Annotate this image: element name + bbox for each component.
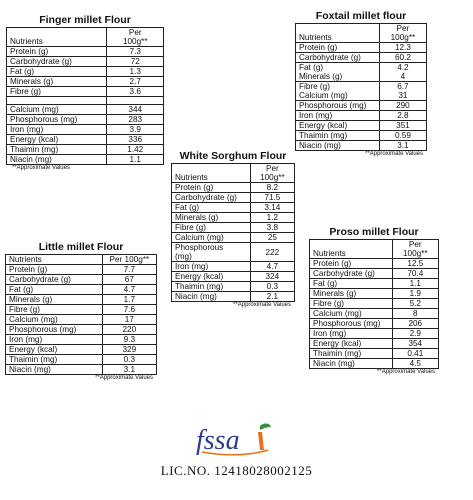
table-row <box>296 111 427 121</box>
nutrient-label: Minerals (g) <box>310 289 393 299</box>
foxtail-millet-panel <box>295 10 427 158</box>
white-sorghum-panel <box>171 150 295 309</box>
nutrient-value: 283 <box>107 115 164 125</box>
nutrient-value: 25 <box>250 233 294 243</box>
nutrient-label: Iron (mg) <box>172 262 251 272</box>
nutrient-label: Fibre (g) <box>6 305 103 315</box>
nutrient-label: Niacin (mg) <box>172 292 251 302</box>
nutrient-value: 5.2 <box>392 299 438 309</box>
nutrient-value: 329 <box>102 345 156 355</box>
nutrient-label: Niacin (mg) <box>6 365 103 375</box>
header-value: Per 100g** <box>102 255 156 265</box>
table-row <box>310 259 439 269</box>
table-row <box>296 53 427 63</box>
nutrient-label: Minerals (g) <box>172 213 251 223</box>
nutrient-value: 60.2 <box>379 53 426 63</box>
nutrient-value: 70.4 <box>392 269 438 279</box>
header-label: Nutrients <box>6 255 103 265</box>
nutrient-label: Energy (kcal) <box>6 345 103 355</box>
nutrient-label: Iron (mg) <box>296 111 380 121</box>
nutrition-table <box>5 254 157 375</box>
nutrition-table <box>171 163 295 302</box>
table-row <box>7 125 164 135</box>
table-row <box>310 289 439 299</box>
table-row <box>296 101 427 111</box>
header-value-line2: 100g** <box>122 37 148 46</box>
nutrient-value: 8 <box>392 309 438 319</box>
nutrient-label: Fibre (g) <box>310 299 393 309</box>
nutrient-value: 3.8 <box>250 223 294 233</box>
nutrient-label: Carbohydrate (g) <box>172 193 251 203</box>
nutrient-value: 72 <box>107 57 164 67</box>
nutrient-label: Phosphorous (mg) <box>296 101 380 111</box>
approximate-note: **Approximate Values <box>377 369 435 375</box>
table-row <box>6 365 157 375</box>
nutrient-label: Carbohydrate (g) <box>296 53 380 63</box>
nutrient-label: Iron (mg) <box>6 335 103 345</box>
nutrient-label: Calcium (mg) <box>7 105 107 115</box>
approximate-note: **Approximate Values <box>95 375 153 381</box>
table-row <box>172 193 295 203</box>
header-value <box>250 164 294 183</box>
table-row <box>7 77 164 87</box>
nutrient-value: 0.41 <box>392 349 438 359</box>
nutrient-value: 0.3 <box>250 282 294 292</box>
nutrient-label: Energy (kcal) <box>172 272 251 282</box>
header-value-line1: Per <box>128 28 142 37</box>
table-row <box>310 269 439 279</box>
nutrient-value: 71.5 <box>250 193 294 203</box>
logo-i-stem <box>258 432 264 450</box>
table-row <box>296 43 427 53</box>
table-row <box>310 339 439 349</box>
nutrient-value: 8.2 <box>250 183 294 193</box>
nutrient-value: 0.3 <box>102 355 156 365</box>
nutrient-value: 7.3 <box>107 47 164 57</box>
nutrition-table <box>295 23 427 151</box>
nutrient-label: Fat (g) <box>7 67 107 77</box>
nutrient-label: Fat (g) Minerals (g) <box>296 63 380 82</box>
table-row <box>7 105 164 115</box>
nutrient-value: 344 <box>107 105 164 115</box>
nutrient-label: Fibre (g) <box>172 223 251 233</box>
table-row <box>6 295 157 305</box>
nutrient-label: Fat (g) <box>6 285 103 295</box>
nutrient-label: Fibre (g) <box>7 87 107 97</box>
nutrient-label: Fat (g) <box>172 203 251 213</box>
panel-title: Proso millet Flour <box>329 226 419 238</box>
header-label: Nutrients <box>7 28 107 47</box>
nutrient-value: 7.6 <box>102 305 156 315</box>
table-header-row <box>310 240 439 259</box>
approximate-note: **Approximate Values <box>233 302 291 308</box>
logo-leaf-icon <box>260 423 271 430</box>
table-row <box>296 82 427 101</box>
nutrient-label: Carbohydrate (g) <box>310 269 393 279</box>
table-row <box>7 135 164 145</box>
nutrient-value: 324 <box>250 272 294 282</box>
nutrient-label: Protein (g) <box>7 47 107 57</box>
table-row <box>310 349 439 359</box>
table-header-row <box>7 28 164 47</box>
nutrient-value: 336 <box>107 135 164 145</box>
table-row <box>172 272 295 282</box>
nutrient-value: 1.9 <box>392 289 438 299</box>
header-value-line2: 100g** <box>260 173 285 182</box>
table-header-row <box>296 24 427 43</box>
nutrient-label: Energy (kcal) <box>296 121 380 131</box>
nutrient-label: Phosphorous (mg) <box>7 115 107 125</box>
table-row <box>7 67 164 77</box>
nutrient-label: Minerals (g) <box>7 77 107 87</box>
table-row <box>296 141 427 151</box>
nutrient-label: Iron (mg) <box>7 125 107 135</box>
table-row <box>172 183 295 193</box>
nutrient-value: 3.1 <box>102 365 156 375</box>
nutrient-value: 4.7 <box>102 285 156 295</box>
table-row <box>7 87 164 97</box>
nutrient-value: 220 <box>102 325 156 335</box>
table-row <box>172 262 295 272</box>
nutrient-label: Protein (g) <box>172 183 251 193</box>
nutrient-value: 2.8 <box>379 111 426 121</box>
nutrient-value: 354 <box>392 339 438 349</box>
panel-title: Little millet Flour <box>38 241 124 253</box>
nutrient-value: 4.7 <box>250 262 294 272</box>
table-row <box>310 329 439 339</box>
nutrient-value: 0.59 <box>379 131 426 141</box>
table-row <box>7 47 164 57</box>
table-row <box>6 265 157 275</box>
panel-title: Finger millet Flour <box>39 14 131 26</box>
nutrient-label: Thaimin (mg) <box>172 282 251 292</box>
table-row <box>310 279 439 289</box>
fssai-logo <box>194 422 276 456</box>
table-row <box>172 223 295 233</box>
header-value <box>107 28 164 47</box>
nutrient-label: Carbohydrate (g) <box>7 57 107 67</box>
nutrient-label: Energy (kcal) <box>7 135 107 145</box>
table-row <box>6 305 157 315</box>
nutrient-label: Thaimin (mg) <box>6 355 103 365</box>
nutrient-value: 1.7 <box>102 295 156 305</box>
header-label: Nutrients <box>296 24 380 43</box>
table-row <box>6 355 157 365</box>
nutrient-value: 1.1 <box>392 279 438 289</box>
header-value-line1: Per <box>408 240 422 249</box>
nutrient-value: 12.5 <box>392 259 438 269</box>
nutrient-label: Niacin (mg) <box>296 141 380 151</box>
table-row <box>6 275 157 285</box>
table-row <box>296 121 427 131</box>
nutrition-table <box>6 27 164 165</box>
header-value <box>392 240 438 259</box>
panel-title: White Sorghum Flour <box>179 150 287 162</box>
nutrient-label: Niacin (mg) <box>7 155 107 165</box>
header-value <box>379 24 426 43</box>
table-row <box>172 233 295 243</box>
nutrient-value: 3.9 <box>107 125 164 135</box>
header-label: Nutrients <box>310 240 393 259</box>
nutrient-label: Calcium (mg) <box>6 315 103 325</box>
nutrient-value: 222 <box>250 243 294 262</box>
nutrient-value: 2.9 <box>392 329 438 339</box>
nutrient-value: 6.7 31 <box>379 82 426 101</box>
table-row <box>172 243 295 262</box>
header-label: Nutrients <box>172 164 251 183</box>
finger-millet-panel <box>6 14 164 172</box>
table-row <box>6 315 157 325</box>
nutrient-value: 7.7 <box>102 265 156 275</box>
nutrient-label: Protein (g) <box>6 265 103 275</box>
nutrient-value: 3.1 <box>379 141 426 151</box>
nutrient-label: Phosphorous (mg) <box>310 319 393 329</box>
table-row <box>7 57 164 67</box>
nutrient-value: 1.3 <box>107 67 164 77</box>
header-value-line1: Per <box>265 164 279 173</box>
nutrient-label: Thaimin (mg) <box>7 145 107 155</box>
nutrient-value: 2.7 <box>107 77 164 87</box>
nutrient-label: Carbohydrate (g) <box>6 275 103 285</box>
table-row <box>296 131 427 141</box>
table-row <box>7 155 164 165</box>
fssai-logo-text: fssa <box>196 425 240 456</box>
table-row <box>310 319 439 329</box>
table-row <box>310 309 439 319</box>
nutrient-label: Energy (kcal) <box>310 339 393 349</box>
table-row <box>296 63 427 82</box>
nutrient-label: Protein (g) <box>310 259 393 269</box>
table-row <box>310 359 439 369</box>
nutrient-value: 9.3 <box>102 335 156 345</box>
nutrient-value: 2.1 <box>250 292 294 302</box>
header-value-line1: Per <box>396 24 410 33</box>
table-row <box>7 115 164 125</box>
header-value-line2: 100g** <box>402 249 428 258</box>
table-header-row <box>6 255 157 265</box>
license-number: LIC.NO. 12418028002125 <box>160 463 313 478</box>
nutrient-value: 3.6 <box>107 87 164 97</box>
nutrient-value: 3.14 <box>250 203 294 213</box>
approximate-note: **Approximate Values <box>12 165 70 171</box>
approximate-note: **Approximate Values <box>365 151 423 157</box>
nutrient-value: 4.2 4 <box>379 63 426 82</box>
nutrient-label: Calcium (mg) <box>172 233 251 243</box>
nutrient-label: Niacin (mg) <box>310 359 393 369</box>
proso-millet-panel <box>309 226 439 376</box>
nutrient-label: Iron (mg) <box>310 329 393 339</box>
nutrient-label: Fat (g) <box>310 279 393 289</box>
table-row <box>6 285 157 295</box>
nutrient-value: 206 <box>392 319 438 329</box>
table-row <box>6 325 157 335</box>
nutrient-value: 1.1 <box>107 155 164 165</box>
nutrition-table <box>309 239 439 369</box>
nutrient-label: Minerals (g) <box>6 295 103 305</box>
nutrient-value: 12.3 <box>379 43 426 53</box>
nutrient-value: 1.42 <box>107 145 164 155</box>
nutrient-label: Calcium (mg) <box>310 309 393 319</box>
header-value-line2: 100g** <box>390 33 416 42</box>
nutrient-value: 17 <box>102 315 156 325</box>
little-millet-panel <box>5 241 157 382</box>
nutrient-value: 351 <box>379 121 426 131</box>
nutrient-label: Thaimin (mg) <box>310 349 393 359</box>
table-header-row <box>172 164 295 183</box>
nutrient-label: Phosphorous (mg) <box>6 325 103 335</box>
table-row <box>172 292 295 302</box>
table-row <box>172 203 295 213</box>
nutrient-value: 67 <box>102 275 156 285</box>
nutrient-label: Thaimin (mg) <box>296 131 380 141</box>
table-row <box>172 213 295 223</box>
table-row <box>7 145 164 155</box>
table-row <box>310 299 439 309</box>
panel-title: Foxtail millet flour <box>315 10 407 22</box>
nutrient-value: 4.5 <box>392 359 438 369</box>
table-row <box>6 345 157 355</box>
table-row <box>6 335 157 345</box>
nutrient-label: Protein (g) <box>296 43 380 53</box>
nutrient-label: Phosphorous (mg) <box>172 243 251 262</box>
table-row <box>172 282 295 292</box>
nutrient-value: 290 <box>379 101 426 111</box>
nutrient-label: Fibre (g) Calcium (mg) <box>296 82 380 101</box>
nutrient-value: 1.2 <box>250 213 294 223</box>
